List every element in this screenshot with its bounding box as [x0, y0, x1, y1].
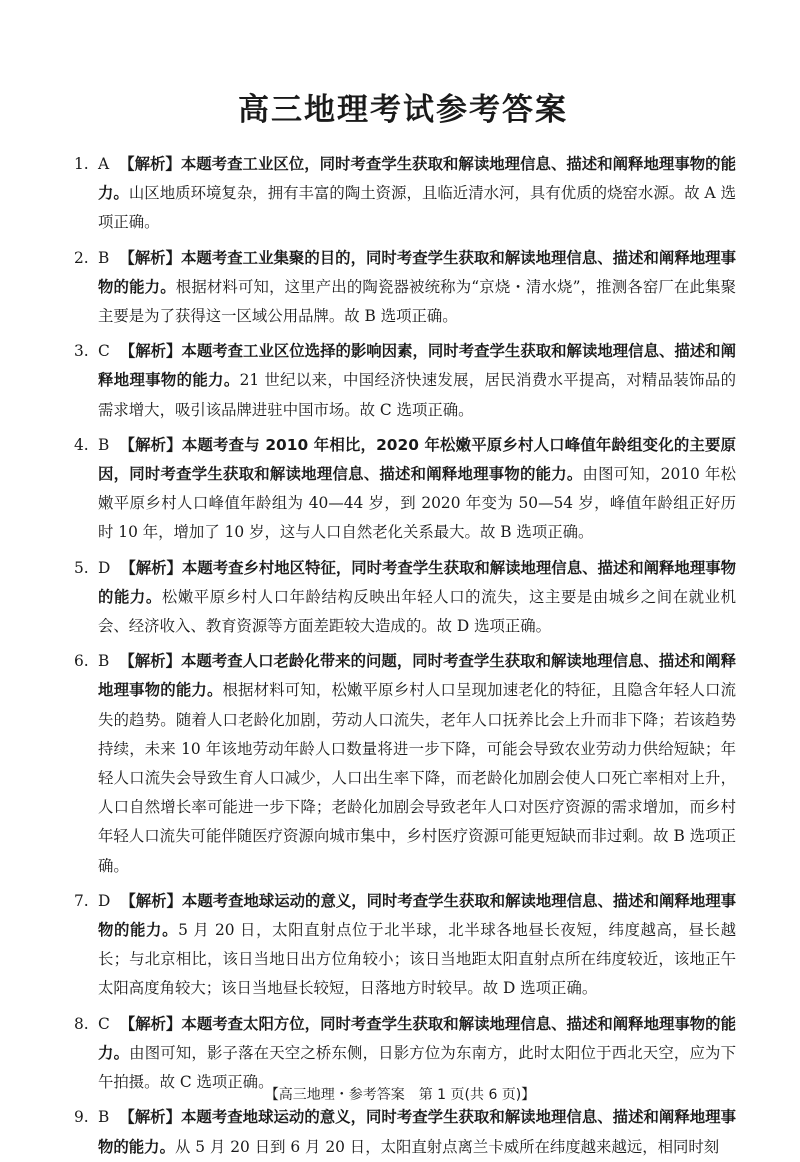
answer-choice: B	[98, 248, 110, 267]
answer-item	[70, 1103, 736, 1161]
item-number: 9.	[74, 1108, 89, 1127]
analysis-lead: 本题考查乡村地区特征，同时考查学生获取和解读地理信息、描述和阐释地理事物的能力。	[98, 558, 736, 606]
analysis-body: 根据材料可知，这里产出的陶瓷器被统称为“京烧・清水烧”，推测各窑厂在此集聚主要是为了获得这一区域公用品牌。故 B 选项正确。	[98, 277, 736, 326]
page-title: 高三地理考试参考答案	[238, 92, 568, 128]
analysis-body: 由图可知，2010 年松嫩平原乡村人口峰值年龄组为 40—44 岁，到 2020 年变为 50—54 岁，峰值年龄组正好历时 10 年，增加了 10 岁，这与人口自然老化关系最大。故 B 选项正确。	[98, 465, 736, 542]
answer-item	[70, 337, 736, 425]
answer-choice: D	[98, 558, 111, 577]
analysis-tag: 【解析】	[119, 342, 182, 361]
analysis-tag: 【解析】	[120, 558, 182, 577]
answer-choice: C	[98, 1014, 110, 1033]
item-number: 6.	[74, 652, 89, 671]
answer-list	[70, 150, 736, 1162]
answer-choice: B	[98, 1108, 110, 1127]
analysis-body: 松嫩平原乡村人口年龄结构反映出年轻人口的流失，这主要是由城乡之间在就业机会、经济收入、教育资源等方面差距较大造成的。故 D 选项正确。	[98, 587, 736, 636]
analysis-body: 从 5 月 20 日到 6 月 20 日，太阳直射点离兰卡威所在纬度越来越远，相同时刻	[174, 1137, 720, 1156]
item-number: 7.	[74, 891, 89, 910]
item-number: 4.	[74, 435, 89, 454]
analysis-lead: 本题考查地球运动的意义，同时考查学生获取和解读地理信息、描述和阐释地理事物的能力。	[98, 891, 736, 940]
answer-choice: D	[98, 891, 111, 910]
analysis-body: 5 月 20 日，太阳直射点位于北半球，北半球各地昼长夜短，纬度越高，昼长越长；与北京相比，该日当地日出方位角较小；该日当地距太阳直射点所在纬度较近，该地正午太阳高度角较大；该日当地昼长较短，日落地方时较早。故 D 选项正确。	[98, 921, 736, 998]
item-number: 8.	[74, 1014, 89, 1033]
analysis-lead: 本题考查工业区位，同时考查学生获取和解读地理信息、描述和阐释地理事物的能力。	[98, 155, 736, 203]
analysis-tag: 【解析】	[119, 155, 181, 173]
analysis-tag: 【解析】	[119, 1014, 182, 1033]
answer-choice: B	[98, 652, 110, 671]
analysis-lead: 本题考查与 2010 年相比，2020 年松嫩平原乡村人口峰值年龄组变化的主要原因，同时考查学生获取和解读地理信息、描述和阐释地理事物的能力。	[98, 435, 736, 484]
analysis-lead: 本题考查地球运动的意义，同时考查学生获取和解读地理信息、描述和阐释地理事物的能力。	[98, 1108, 736, 1156]
item-number: 3.	[74, 342, 89, 361]
answer-item	[70, 244, 736, 332]
analysis-body: 21 世纪以来，中国经济快速发展，居民消费水平提高，对精品装饰品的需求增大，吸引该品牌进驻中国市场。故 C 选项正确。	[98, 371, 736, 419]
analysis-tag: 【解析】	[120, 891, 182, 910]
analysis-lead: 本题考查工业区位选择的影响因素，同时考查学生获取和解读地理信息、描述和阐释地理事物的能力。	[98, 342, 736, 390]
analysis-body: 由图可知，影子落在天空之桥东侧，日影方位为东南方，此时太阳位于西北天空，应为下午拍摄。故 C 选项正确。	[98, 1043, 736, 1092]
answer-choice: B	[98, 435, 110, 454]
analysis-lead: 本题考查工业集聚的目的，同时考查学生获取和解读地理信息、描述和阐释地理事物的能力。	[98, 248, 736, 296]
answer-item	[70, 647, 736, 881]
analysis-lead: 本题考查太阳方位，同时考查学生获取和解读地理信息、描述和阐释地理事物的能力。	[98, 1014, 736, 1062]
answer-item	[70, 887, 736, 1004]
item-number: 5.	[74, 558, 89, 577]
analysis-tag: 【解析】	[119, 435, 182, 454]
answer-choice: A	[98, 155, 110, 173]
analysis-body: 山区地质环境复杂，拥有丰富的陶土资源，且临近清水河，具有优质的烧窑水源。故 A 选项正确。	[98, 184, 736, 232]
analysis-body: 根据材料可知，松嫩平原乡村人口呈现加速老化的特征，且隐含年轻人口流失的趋势。随着人口老龄化加剧，劳动人口流失，老年人口抚养比会上升而非下降；若该趋势持续，未来 10 年该地劳动年龄人口数量将进一步下降，可能会导致农业劳动力供给短缺；年轻人口流失会导致生育人口减少，人口出生率下降，而老龄化加剧会使人口死亡率相对上升，人口自然增长率可能进一步下降；老龄化加剧会导致老年人口对医疗资源的需求增加，而乡村年轻人口流失可能伴随医疗资源向城市集中，乡村医疗资源可能更短缺而非过剩。故 B 选项正确。	[98, 681, 736, 875]
analysis-lead: 本题考查人口老龄化带来的问题，同时考查学生获取和解读地理信息、描述和阐释地理事物的能力。	[98, 652, 736, 700]
item-number: 1.	[74, 155, 89, 173]
analysis-tag: 【解析】	[119, 652, 182, 671]
item-number: 2.	[74, 248, 89, 267]
answer-choice: C	[98, 342, 110, 361]
answer-item	[70, 150, 736, 238]
answer-item	[70, 431, 736, 548]
answer-item	[70, 554, 736, 642]
page-footer: 【高三地理・参考答案 第 1 页(共 6 页)】	[264, 1087, 536, 1103]
analysis-tag: 【解析】	[119, 1108, 182, 1127]
analysis-tag: 【解析】	[119, 248, 182, 267]
